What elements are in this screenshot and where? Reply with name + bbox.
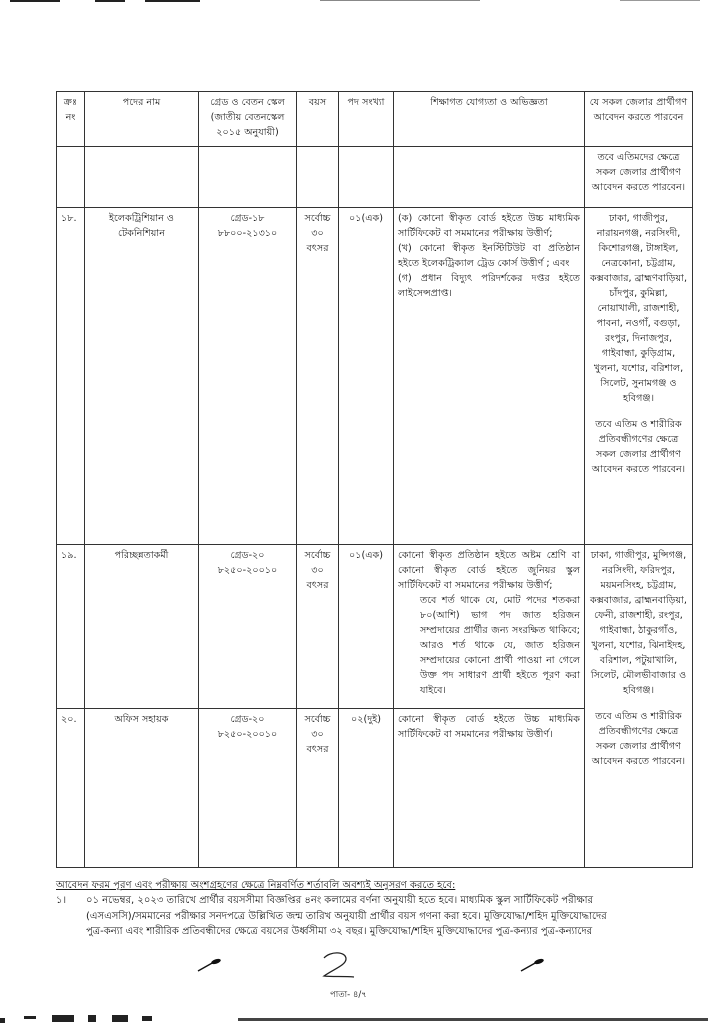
signature-stroke-icon (196, 958, 222, 972)
scan-edge-top (0, 0, 717, 4)
age-value: ৩০ (311, 228, 324, 239)
cell-empty (297, 147, 339, 208)
header-districts: যে সকল জেলার প্রার্থীগণ আবেদন করতে পারবেন (585, 92, 693, 147)
initial-mark-left (196, 957, 222, 971)
header-post-name: পদের নাম (85, 92, 199, 147)
header-posts: পদ সংখ্যা (339, 92, 394, 147)
cell-posts: ০১(এক) (339, 545, 394, 709)
cell-districts (585, 545, 693, 868)
age-prefix: সর্বোচ্চ (304, 213, 331, 224)
cell-serial: ১৮. (57, 208, 85, 545)
condition-text (86, 893, 696, 940)
qualification-condition: তবে শর্ত থাকে যে, মোট পদের শতকরা ৮০(আশি) ভাগ পদ জাত হরিজন সম্প্রদায়ের প্রার্থীর জন্য সংরক্ষিত থাকিবে; আরও শর্ত থাকে যে, জাত হরিজন সম্প্রদায়ের কোনো প্রার্থী পাওয়া না গেলে উক্ত পদ সাধারণ প্রার্থী হইতে পূরণ করা যাইবে। (420, 595, 580, 696)
header-qualification: শিক্ষাগত যোগ্যতা ও অভিজ্ঞতা (394, 92, 585, 147)
cell-empty (394, 147, 585, 208)
pay-scale: ৮২৫০-২০০১০ (217, 565, 278, 576)
header-grade: গ্রেড ও বেতন স্কেল (জাতীয় বেতনস্কেল ২০১৫ অনুযায়ী) (199, 92, 297, 147)
condition-line: (এসএসসি)/সমমানের পরীক্ষার সনদপত্রে উল্লিখিত জন্ম তারিখ অনুযায়ী প্রার্থীর বয়স গণনা করা হবে। মুক্তিযোদ্ধা/শহিদ মুক্তিযোদ্ধাদের (86, 910, 607, 922)
cell-age (297, 545, 339, 709)
handwritten-number-icon (312, 950, 362, 980)
cell-districts-note: তবে এতিমদের ক্ষেত্রে সকল জেলার প্রার্থীগণ আবেদন করতে পারবেন। (585, 147, 693, 208)
cell-qualification (394, 208, 585, 545)
grade-label: গ্রেড-২০ (230, 714, 265, 725)
cell-post-name: ইলেকট্রিশিয়ান ও টেকনিশিয়ান (85, 208, 199, 545)
table-row-continuation (57, 147, 693, 208)
qualification-item: কোনো স্বীকৃত বোর্ড হইতে উচ্চ মাধ্যমিক সার্টিফিকেট বা সমমানের পরীক্ষায় উত্তীর্ণ। (398, 714, 580, 740)
district-list: ঢাকা, গাজীপুর, মুন্সিগঞ্জ, নরসিংদী, ফরিদপুর, ময়মনসিংহ, চট্টগ্রাম, কক্সবাজার, ব্রাহ্মনবাড়িয়া, ফেনী, রাজশাহী, রংপুর, গাইবান্ধা, ঠাকুরগাঁও, খুলনা, যশোর, ঝিনাইদহ, বরিশাল, পটুয়াখালি, সিলেট, মৌলভীবাজার ও হবিগঞ্জ। (590, 550, 687, 696)
age-value: ৩০ (311, 729, 324, 740)
job-vacancy-table (56, 91, 693, 868)
grade-label: গ্রেড-১৮ (230, 213, 265, 224)
cell-empty (339, 147, 394, 208)
cell-serial: ১৯. (57, 545, 85, 709)
districts-note: তবে এতিম ও শারীরিক প্রতিবন্ধীগণের ক্ষেত্রে সকল জেলার প্রার্থীগণ আবেদন করতে পারবেন। (591, 711, 686, 767)
age-unit: বৎসর (306, 580, 329, 591)
cell-qualification (394, 709, 585, 868)
cell-grade (199, 709, 297, 868)
table-header-row (57, 92, 693, 147)
cell-posts: ০২(দুই) (339, 709, 394, 868)
age-prefix: সর্বোচ্চ (304, 714, 331, 725)
cell-districts (585, 208, 693, 545)
condition-line: ০১ নভেম্বর, ২০২৩ তারিখে প্রার্থীর বয়সসীমা বিজ্ঞপ্তির ৪নং কলামের বর্ণনা অনুযায়ী হতে হবে। মাধ্যমিক স্কুল সার্টিফিকেট পরীক্ষার (86, 895, 593, 906)
cell-post-name: অফিস সহায়ক (85, 709, 199, 868)
age-unit: বৎসর (306, 744, 329, 755)
age-unit: বৎসর (306, 243, 329, 254)
header-serial: ক্রঃ নং (57, 92, 85, 147)
initial-mark-right (519, 957, 545, 971)
cell-empty (199, 147, 297, 208)
table-row (57, 208, 693, 545)
cell-post-name: পরিচ্ছন্নতাকর্মী (85, 545, 199, 709)
scan-edge-bottom (0, 1012, 717, 1024)
qualification-item: (খ) কোনো স্বীকৃত ইনস্টিটিউট বা প্রতিষ্ঠান হইতে ইলেকট্রিক্যাল ট্রেড কোর্স উত্তীর্ণ ; এবং (398, 243, 580, 269)
qualification-item: (গ) প্রধান বিদ্যুৎ পরিদর্শকের দপ্তর হইতে লাইসেন্সপ্রাপ্ত। (398, 273, 580, 299)
page-number-label: পাতা- ৪/৭ (330, 990, 367, 1000)
cell-qualification (394, 545, 585, 709)
condition-number: ১। (56, 895, 67, 906)
district-list: ঢাকা, গাজীপুর, নারায়নগঞ্জ, নরসিংদী, কিশোরগঞ্জ, টাঙ্গাইল, নেত্রকোনা, চট্টগ্রাম, কক্সবাজার, ব্রাহ্মণবাড়িয়া, চাঁদপুর, কুমিল্লা, নোয়াখালী, রাজশাহী, পাবনা, নওগাঁ, বগুড়া, রংপুর, দিনাজপুর, গাইবান্ধা, কুড়িগ্রাম, খুলনা, যশোর, বরিশাল, সিলেট, সুনামগঞ্জ ও হবিগঞ্জ। (589, 213, 688, 404)
header-age: বয়স (297, 92, 339, 147)
cell-age (297, 709, 339, 868)
cell-serial: ২০. (57, 709, 85, 868)
cell-grade (199, 545, 297, 709)
cell-empty (57, 147, 85, 208)
districts-note: তবে এতিম ও শারীরিক প্রতিবন্ধীগণের ক্ষেত্রে সকল জেলার প্রার্থীগণ আবেদন করতে পারবেন। (591, 419, 686, 475)
conditions-title: আবেদন ফরম পূরণ এবং পরীক্ষায় অংশগ্রহণের ক্ষেত্রে নিম্নবর্ণিত শর্তাবলি অবশ্যই অনুসরণ করতে হবে: (56, 880, 456, 891)
cell-grade (199, 208, 297, 545)
cell-empty (85, 147, 199, 208)
qualification-item: কোনো স্বীকৃত প্রতিষ্ঠান হইতে অষ্টম শ্রেণি বা কোনো স্বীকৃত বোর্ড হইতে জুনিয়র স্কুল সার্টিফিকেট বা সমমানের পরীক্ষায় উত্তীর্ণ; (398, 550, 580, 591)
age-prefix: সর্বোচ্চ (304, 550, 331, 561)
cell-posts: ০১(এক) (339, 208, 394, 545)
cell-age (297, 208, 339, 545)
pay-scale: ৮২৫০-২০০১০ (217, 729, 278, 740)
handwritten-page-number (312, 950, 362, 980)
pay-scale: ৮৮০০-২১৩১০ (217, 228, 278, 239)
condition-line: পুত্র-কন্যা এবং শারীরিক প্রতিবন্ধীদের ক্ষেত্রে বয়সের উর্ধ্বসীমা ৩২ বছর। মুক্তিযোদ্ধা/শহিদ মুক্তিযোদ্ধাদের পুত্র-কন্যার পুত্র-কন্যাদের (86, 926, 593, 937)
age-value: ৩০ (311, 565, 324, 576)
table-row (57, 545, 693, 709)
grade-label: গ্রেড-২০ (230, 550, 265, 561)
signature-stroke-icon (519, 958, 545, 972)
qualification-item: (ক) কোনো স্বীকৃত বোর্ড হইতে উচ্চ মাধ্যমিক সার্টিফিকেট বা সমমানের পরীক্ষায় উত্তীর্ণ; (398, 213, 580, 239)
